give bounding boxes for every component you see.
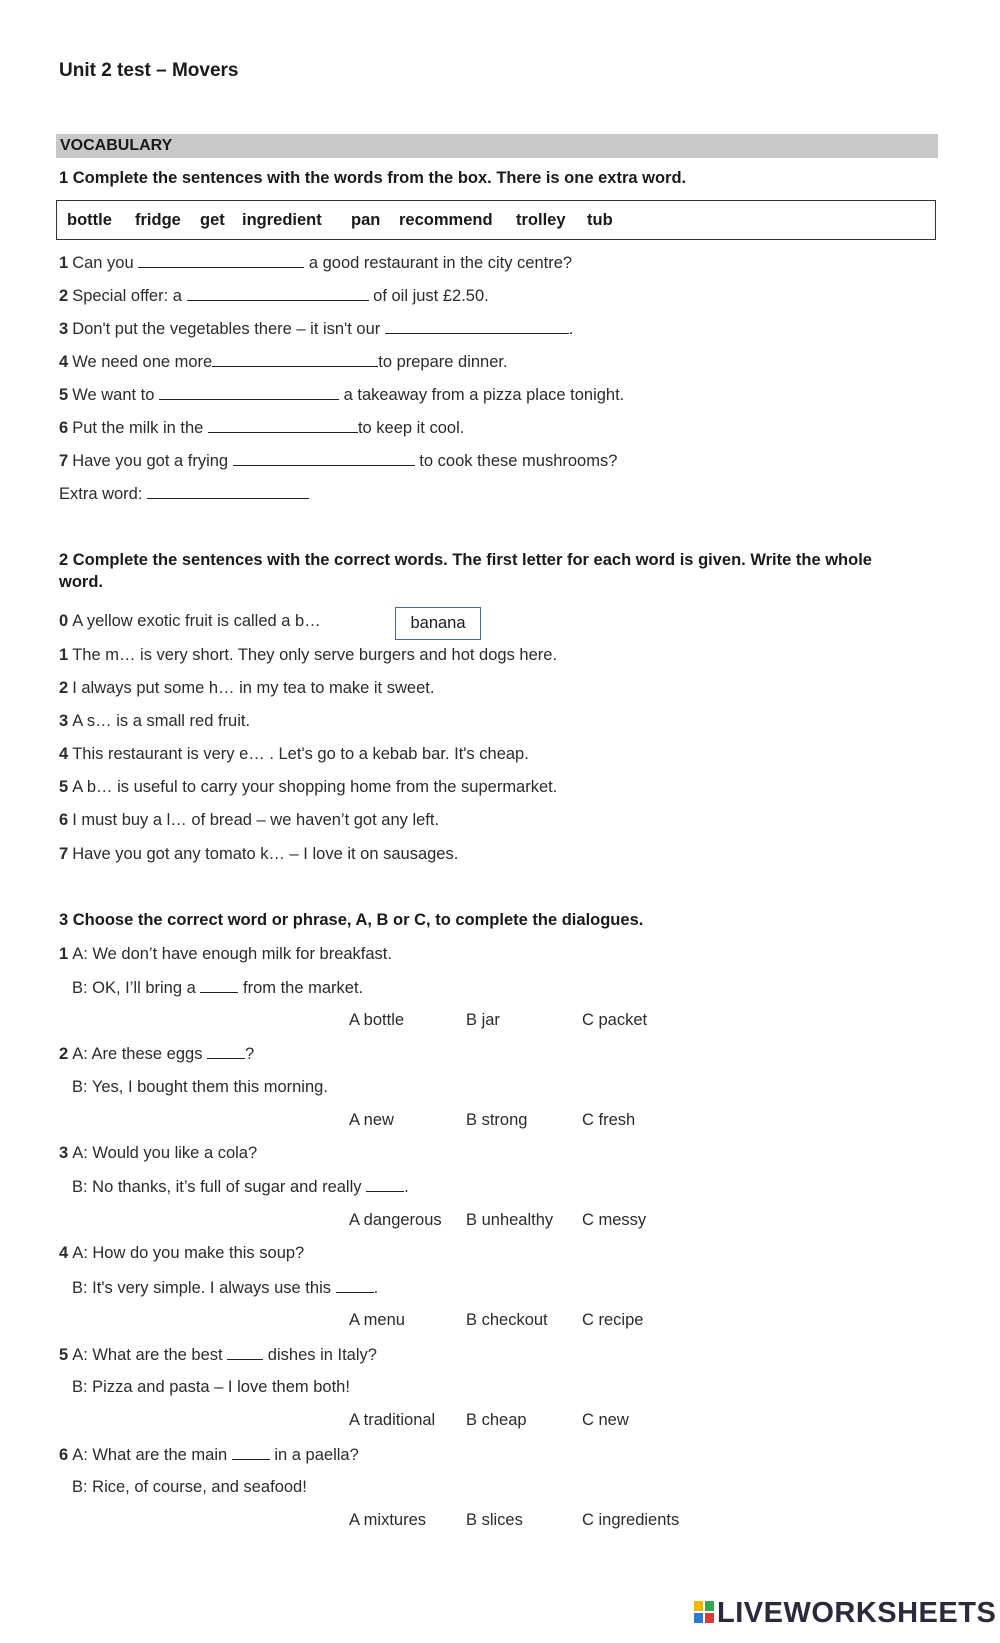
option-c[interactable]: C new: [582, 1411, 629, 1429]
dialogue-line-b: B: Pizza and pasta – I love them both!: [72, 1378, 350, 1396]
ex2-example: 0 A yellow exotic fruit is called a b…: [59, 612, 321, 630]
dialogue-line-a: 2 A: Are these eggs ?: [59, 1045, 255, 1063]
word-box: [56, 200, 936, 240]
ex2-instruction-line2: word.: [59, 573, 103, 591]
option-a[interactable]: A traditional: [349, 1411, 436, 1429]
dialogue-line-a: 1 A: We don’t have enough milk for breakfast.: [59, 945, 392, 963]
option-b[interactable]: B strong: [466, 1111, 528, 1129]
ex1-instruction: 1 Complete the sentences with the words from the box. There is one extra word.: [59, 169, 687, 187]
option-c[interactable]: C messy: [582, 1211, 647, 1229]
dialogue-line-b: B: Yes, I bought them this morning.: [72, 1078, 328, 1096]
answer-blank[interactable]: [227, 1345, 263, 1360]
ex2-item: 2 I always put some h… in my tea to make it sweet.: [59, 679, 435, 697]
word-bottle: bottle: [67, 211, 112, 229]
answer-blank[interactable]: [207, 1044, 245, 1059]
ex1-item: 6 Put the milk in the to keep it cool.: [59, 419, 465, 437]
ex1-item: 3 Don't put the vegetables there – it isn't our .: [59, 320, 574, 338]
dialogue-line-b: B: OK, I’ll bring a from the market.: [72, 979, 364, 997]
option-b[interactable]: B checkout: [466, 1311, 548, 1329]
dialogue-line-a: 3 A: Would you like a cola?: [59, 1144, 258, 1162]
ex1-extra: Extra word:: [59, 484, 309, 504]
dialogue-line-b: B: It's very simple. I always use this .: [72, 1279, 379, 1297]
word-trolley: trolley: [516, 211, 566, 229]
option-b[interactable]: B cheap: [466, 1411, 527, 1429]
option-a[interactable]: A menu: [349, 1311, 405, 1329]
page-title: Unit 2 test – Movers: [59, 60, 239, 81]
ex2-item: 1 The m… is very short. They only serve burgers and hot dogs here.: [59, 646, 558, 664]
answer-blank[interactable]: [233, 451, 415, 466]
option-b[interactable]: B unhealthy: [466, 1211, 554, 1229]
liveworksheets-logo: [693, 1597, 996, 1630]
option-b[interactable]: B jar: [466, 1011, 500, 1029]
word-get: get: [200, 211, 225, 229]
ex1-item: 4 We need one more to prepare dinner.: [59, 353, 508, 371]
example-answer-box: banana: [395, 607, 481, 640]
dialogue-line-b: B: Rice, of course, and seafood!: [72, 1478, 307, 1496]
dialogue-line-a: 4 A: How do you make this soup?: [59, 1244, 305, 1262]
option-a[interactable]: A dangerous: [349, 1211, 442, 1229]
answer-blank[interactable]: [366, 1177, 404, 1192]
dialogue-line-a: 5 A: What are the best dishes in Italy?: [59, 1346, 377, 1364]
ex2-item: 6 I must buy a l… of bread – we haven’t got any left.: [59, 811, 440, 829]
option-c[interactable]: C ingredients: [582, 1511, 680, 1529]
ex2-item: 5 A b… is useful to carry your shopping home from the supermarket.: [59, 778, 558, 796]
section-header: VOCABULARY: [60, 137, 173, 154]
ex2-item: 4 This restaurant is very e… . Let's go to a kebab bar. It's cheap.: [59, 745, 529, 763]
ex1-item: 7 Have you got a frying to cook these mushrooms?: [59, 452, 618, 470]
liveworksheets-logo-icon: [693, 1599, 715, 1625]
answer-blank[interactable]: [336, 1278, 374, 1293]
option-a[interactable]: A new: [349, 1111, 394, 1129]
option-a[interactable]: A bottle: [349, 1011, 405, 1029]
ex1-item: 1 Can you a good restaurant in the city centre?: [59, 254, 573, 272]
answer-blank[interactable]: [200, 978, 238, 993]
ex2-instruction-line1: 2 Complete the sentences with the correct words. The first letter for each word is given. Write the whole: [59, 551, 872, 569]
option-c[interactable]: C fresh: [582, 1111, 636, 1129]
ex3-instruction: 3 Choose the correct word or phrase, A, B or C, to complete the dialogues.: [59, 911, 644, 929]
answer-blank[interactable]: [159, 385, 339, 400]
ex2-item: 3 A s… is a small red fruit.: [59, 712, 251, 730]
word-ingredient: ingredient: [242, 211, 322, 229]
brand-name: LIVEWORKSHEETS: [717, 1597, 997, 1629]
answer-blank[interactable]: [232, 1445, 270, 1460]
extra-word-blank[interactable]: [147, 484, 309, 499]
dialogue-line-b: B: No thanks, it’s full of sugar and really .: [72, 1178, 409, 1196]
answer-blank[interactable]: [208, 418, 358, 433]
option-b[interactable]: B slices: [466, 1511, 523, 1529]
ex1-item: 5 We want to a takeaway from a pizza place tonight.: [59, 386, 625, 404]
option-a[interactable]: A mixtures: [349, 1511, 427, 1529]
answer-blank[interactable]: [187, 286, 369, 301]
ex2-item: 7 Have you got any tomato k… – I love it on sausages.: [59, 845, 459, 863]
word-tub: tub: [587, 211, 613, 229]
answer-blank[interactable]: [212, 352, 378, 367]
word-pan: pan: [351, 211, 381, 229]
dialogue-line-a: 6 A: What are the main in a paella?: [59, 1446, 359, 1464]
word-recommend: recommend: [399, 211, 493, 229]
option-c[interactable]: C packet: [582, 1011, 648, 1029]
word-fridge: fridge: [135, 211, 181, 229]
answer-blank[interactable]: [138, 253, 304, 268]
option-c[interactable]: C recipe: [582, 1311, 644, 1329]
ex1-item: 2 Special offer: a of oil just £2.50.: [59, 287, 489, 305]
answer-blank[interactable]: [385, 319, 569, 334]
section-header-bar: [56, 134, 938, 158]
